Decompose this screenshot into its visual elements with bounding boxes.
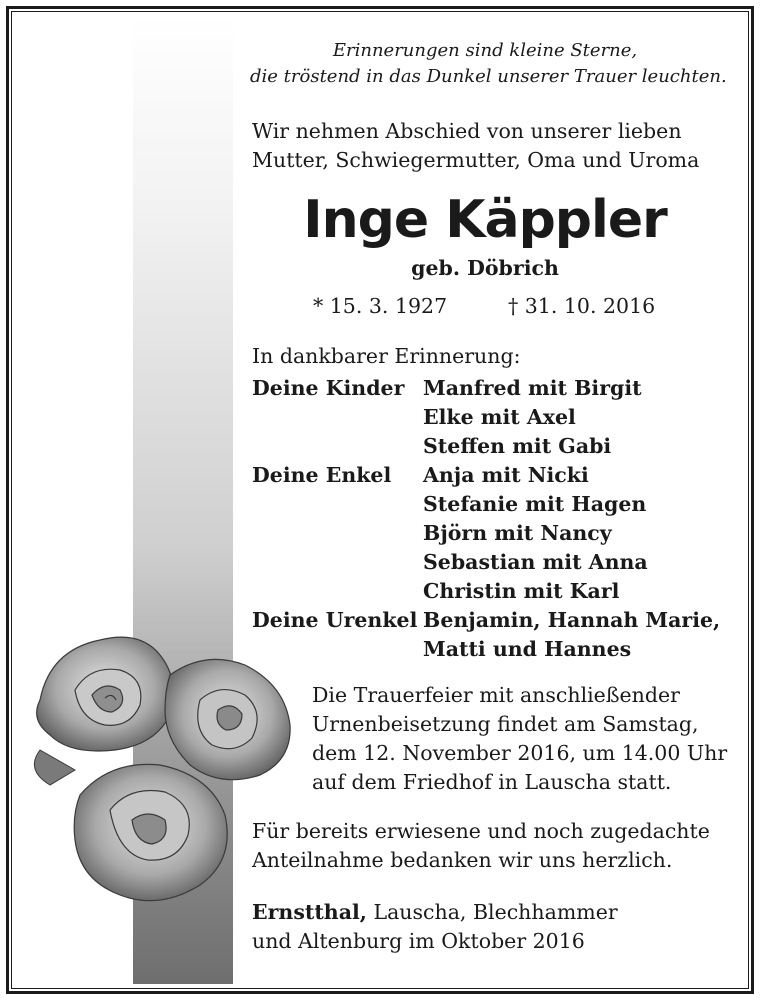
place-rest: Lauscha, Blechhammer <box>366 900 618 924</box>
rose-bottom <box>74 764 227 900</box>
family-member: Sebastian mit Anna <box>423 550 648 574</box>
place-line-2: und Altenburg im Oktober 2016 <box>252 929 585 953</box>
thanks-line-2: Anteilnahme bedanken wir uns herzlich. <box>252 848 673 872</box>
thanks-line-1: Für bereits erwiesene und noch zugedachte <box>252 819 710 843</box>
family-member: Benjamin, Hannah Marie, <box>423 608 721 632</box>
roses-illustration <box>20 620 310 920</box>
family-member: Björn mit Nancy <box>423 521 612 545</box>
group-label-grandchildren: Deine Enkel <box>252 463 392 487</box>
funeral-line-4: auf dem Friedhof in Lauscha statt. <box>312 770 672 794</box>
family-member: Christin mit Karl <box>423 579 620 603</box>
place-line-1 <box>252 900 618 924</box>
deceased-name: Inge Käppler <box>303 190 667 250</box>
death-date: † 31. 10. 2016 <box>508 294 656 318</box>
place-highlight: Ernstthal, <box>252 900 367 924</box>
leaf <box>34 750 75 785</box>
rose-top-left <box>37 637 174 751</box>
quote-line-2: die tröstend in das Dunkel unserer Trauer leuchten. <box>250 66 727 87</box>
family-member: Stefanie mit Hagen <box>423 492 647 516</box>
rose-right <box>165 659 290 779</box>
family-member: Steffen mit Gabi <box>423 434 612 458</box>
family-member: Elke mit Axel <box>423 405 576 429</box>
birth-date: * 15. 3. 1927 <box>313 294 448 318</box>
group-label-great-grandchildren: Deine Urenkel <box>252 608 418 632</box>
intro-line-2: Mutter, Schwiegermutter, Oma und Uroma <box>252 148 700 172</box>
funeral-line-2: Urnenbeisetzung findet am Samstag, <box>312 712 699 736</box>
family-member: Matti und Hannes <box>423 637 632 661</box>
remembrance-heading: In dankbarer Erinnerung: <box>252 344 521 368</box>
group-label-children: Deine Kinder <box>252 376 405 400</box>
family-member: Anja mit Nicki <box>423 463 589 487</box>
funeral-line-1: Die Trauerfeier mit anschließender <box>312 683 680 707</box>
maiden-name: geb. Döbrich <box>411 256 559 280</box>
intro-line-1: Wir nehmen Abschied von unserer lieben <box>252 119 682 143</box>
quote-line-1: Erinnerungen sind kleine Sterne, <box>332 40 638 61</box>
funeral-line-3: dem 12. November 2016, um 14.00 Uhr <box>312 741 728 765</box>
family-member: Manfred mit Birgit <box>423 376 642 400</box>
